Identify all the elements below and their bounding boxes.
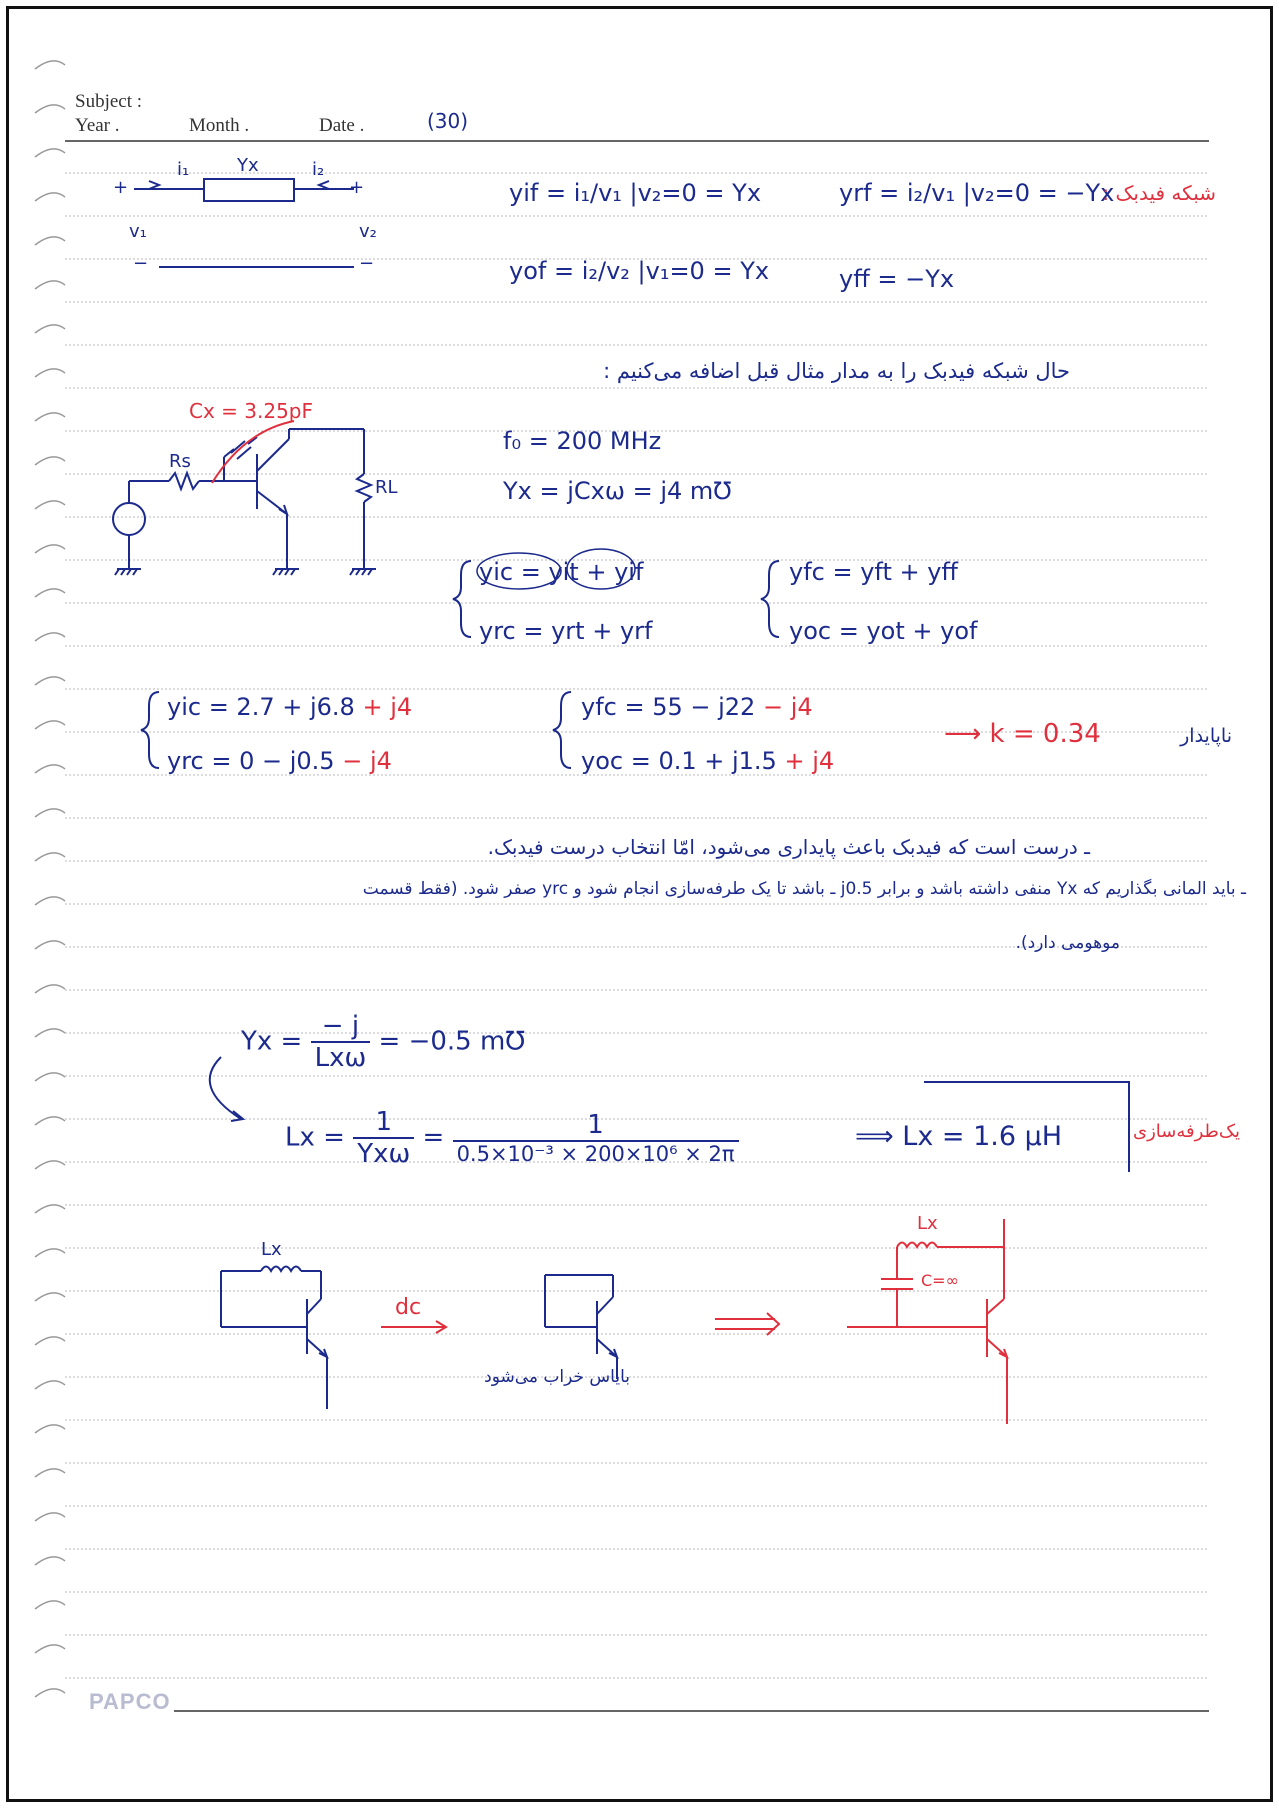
circuit1-v2-label: v₂	[359, 221, 377, 242]
yx-fraction	[311, 1011, 371, 1073]
bias-broken-label: بایاس خراب می‌شود	[484, 1367, 630, 1387]
eq-yx-inductor	[241, 1011, 525, 1073]
date-label: Date .	[319, 115, 365, 136]
yic-base: yic = 2.7 + j6.8	[167, 693, 355, 721]
yic-add: + j4	[362, 693, 413, 721]
eq-lx	[285, 1107, 739, 1169]
circuit1-plus-left: +	[113, 177, 129, 198]
note-line-2: ـ باید المانی بگذاریم که Yx منفی داشته باشد و برابر j0.5 ـ باشد تا یک طرفه‌سازی انجام شود و yrc صفر شود. (فقط قسمت	[362, 879, 1246, 899]
lx-lhs: Lx =	[285, 1122, 345, 1153]
eq-yfc-total: yfc = yft + yff	[789, 558, 958, 586]
brace-marks	[141, 561, 779, 768]
unilateral-label: یک‌طرفه‌سازی	[1133, 1121, 1240, 1142]
papco-logo: PAPCO	[89, 1689, 171, 1714]
lx-equals: =	[422, 1122, 445, 1153]
bottom-lx-label-1: Lx	[261, 1239, 282, 1260]
amplifier-circuit	[113, 429, 376, 575]
label-feedback-network: شبکه فیدبک :	[1102, 181, 1216, 205]
circuit1-minus-left: −	[133, 253, 149, 274]
lx-den1: Yxω	[357, 1139, 411, 1169]
subject-label: Subject :	[75, 91, 143, 112]
notebook-page	[6, 6, 1273, 1802]
eq-yrf: yrf = i₂/v₁ |v₂=0 = −Yx	[839, 179, 1115, 207]
eq-yfc-value	[581, 693, 813, 721]
lx-num1: 1	[353, 1107, 414, 1139]
yx-lhs: Yx =	[241, 1026, 303, 1057]
spiral-binding	[35, 61, 65, 1697]
k-result: ⟶ k = 0.34	[944, 719, 1101, 749]
eq-yff: yff = −Yx	[839, 265, 955, 293]
eq-yif: yif = i₁/v₁ |v₂=0 = Yx	[509, 179, 762, 207]
implies-arrow	[715, 1313, 779, 1335]
rl-label: RL	[375, 477, 398, 498]
circuit1-i2-label: i₂	[312, 159, 325, 180]
yoc-base: yoc = 0.1 + j1.5	[581, 747, 777, 775]
eq-yic-value	[167, 693, 412, 721]
circuit1-yx-label: Yx	[237, 155, 259, 176]
derivation-arrow	[210, 1057, 241, 1119]
c-infinity-label: C=∞	[921, 1271, 959, 1290]
eq-f0: f₀ = 200 MHz	[503, 427, 662, 455]
note-line-1: ـ درست است که فیدبک باعث پایداری می‌شود، امّا انتخاب درست فیدبک.	[487, 835, 1090, 859]
yfc-add: − j4	[762, 693, 813, 721]
lx-result: ⟹ Lx = 1.6 μH	[855, 1121, 1063, 1152]
lx-fraction-2	[453, 1110, 739, 1166]
yfc-base: yfc = 55 − j22	[581, 693, 756, 721]
eq-yrc-total: yrc = yrt + yrf	[479, 617, 653, 645]
cx-label: Cx = 3.25pF	[189, 399, 314, 423]
eq-yrc-value	[167, 747, 392, 775]
eq-yoc-total: yoc = yot + yof	[789, 617, 978, 645]
lx-fraction-1	[353, 1107, 414, 1169]
page-number: (30)	[427, 109, 469, 133]
lx-num2: 1	[453, 1110, 739, 1142]
transistor-lx-cinf	[847, 1219, 1007, 1424]
circuit1-minus-right: −	[359, 253, 375, 274]
circuit1-v1-label: v₁	[129, 221, 147, 242]
yx-num: − j	[311, 1011, 371, 1043]
unstable-label: ناپایدار	[1180, 725, 1232, 747]
rs-label: Rs	[169, 451, 191, 472]
dc-arrow	[381, 1321, 446, 1333]
yx-rhs: = −0.5 m℧	[378, 1026, 526, 1057]
yx-den: Lxω	[314, 1043, 367, 1073]
feedback-network-circuit	[134, 179, 354, 267]
note-line-3: موهومی دارد).	[1015, 933, 1120, 953]
line-add-network: حال شبکه فیدبک را به مدار مثال قبل اضافه می‌کنیم :	[603, 359, 1070, 383]
year-label: Year .	[75, 115, 120, 136]
dc-label: dc	[395, 1295, 422, 1320]
eq-yoc-value	[581, 747, 834, 775]
month-label: Month .	[189, 115, 250, 136]
bottom-lx-label-2: Lx	[917, 1213, 938, 1234]
yrc-base: yrc = 0 − j0.5	[167, 747, 335, 775]
eq-yx-jcw: Yx = jCxω = j4 m℧	[503, 477, 732, 505]
eq-yic-total: yic = yit + yif	[479, 558, 644, 586]
transistor-with-lx	[221, 1267, 327, 1410]
lx-den2: 0.5×10⁻³ × 200×10⁶ × 2π	[456, 1142, 735, 1166]
yoc-add: + j4	[784, 747, 835, 775]
circuit1-i1-label: i₁	[177, 159, 190, 180]
circuit1-plus-right: +	[349, 177, 365, 198]
eq-yof: yof = i₂/v₂ |v₁=0 = Yx	[509, 257, 770, 285]
yrc-add: − j4	[342, 747, 392, 775]
